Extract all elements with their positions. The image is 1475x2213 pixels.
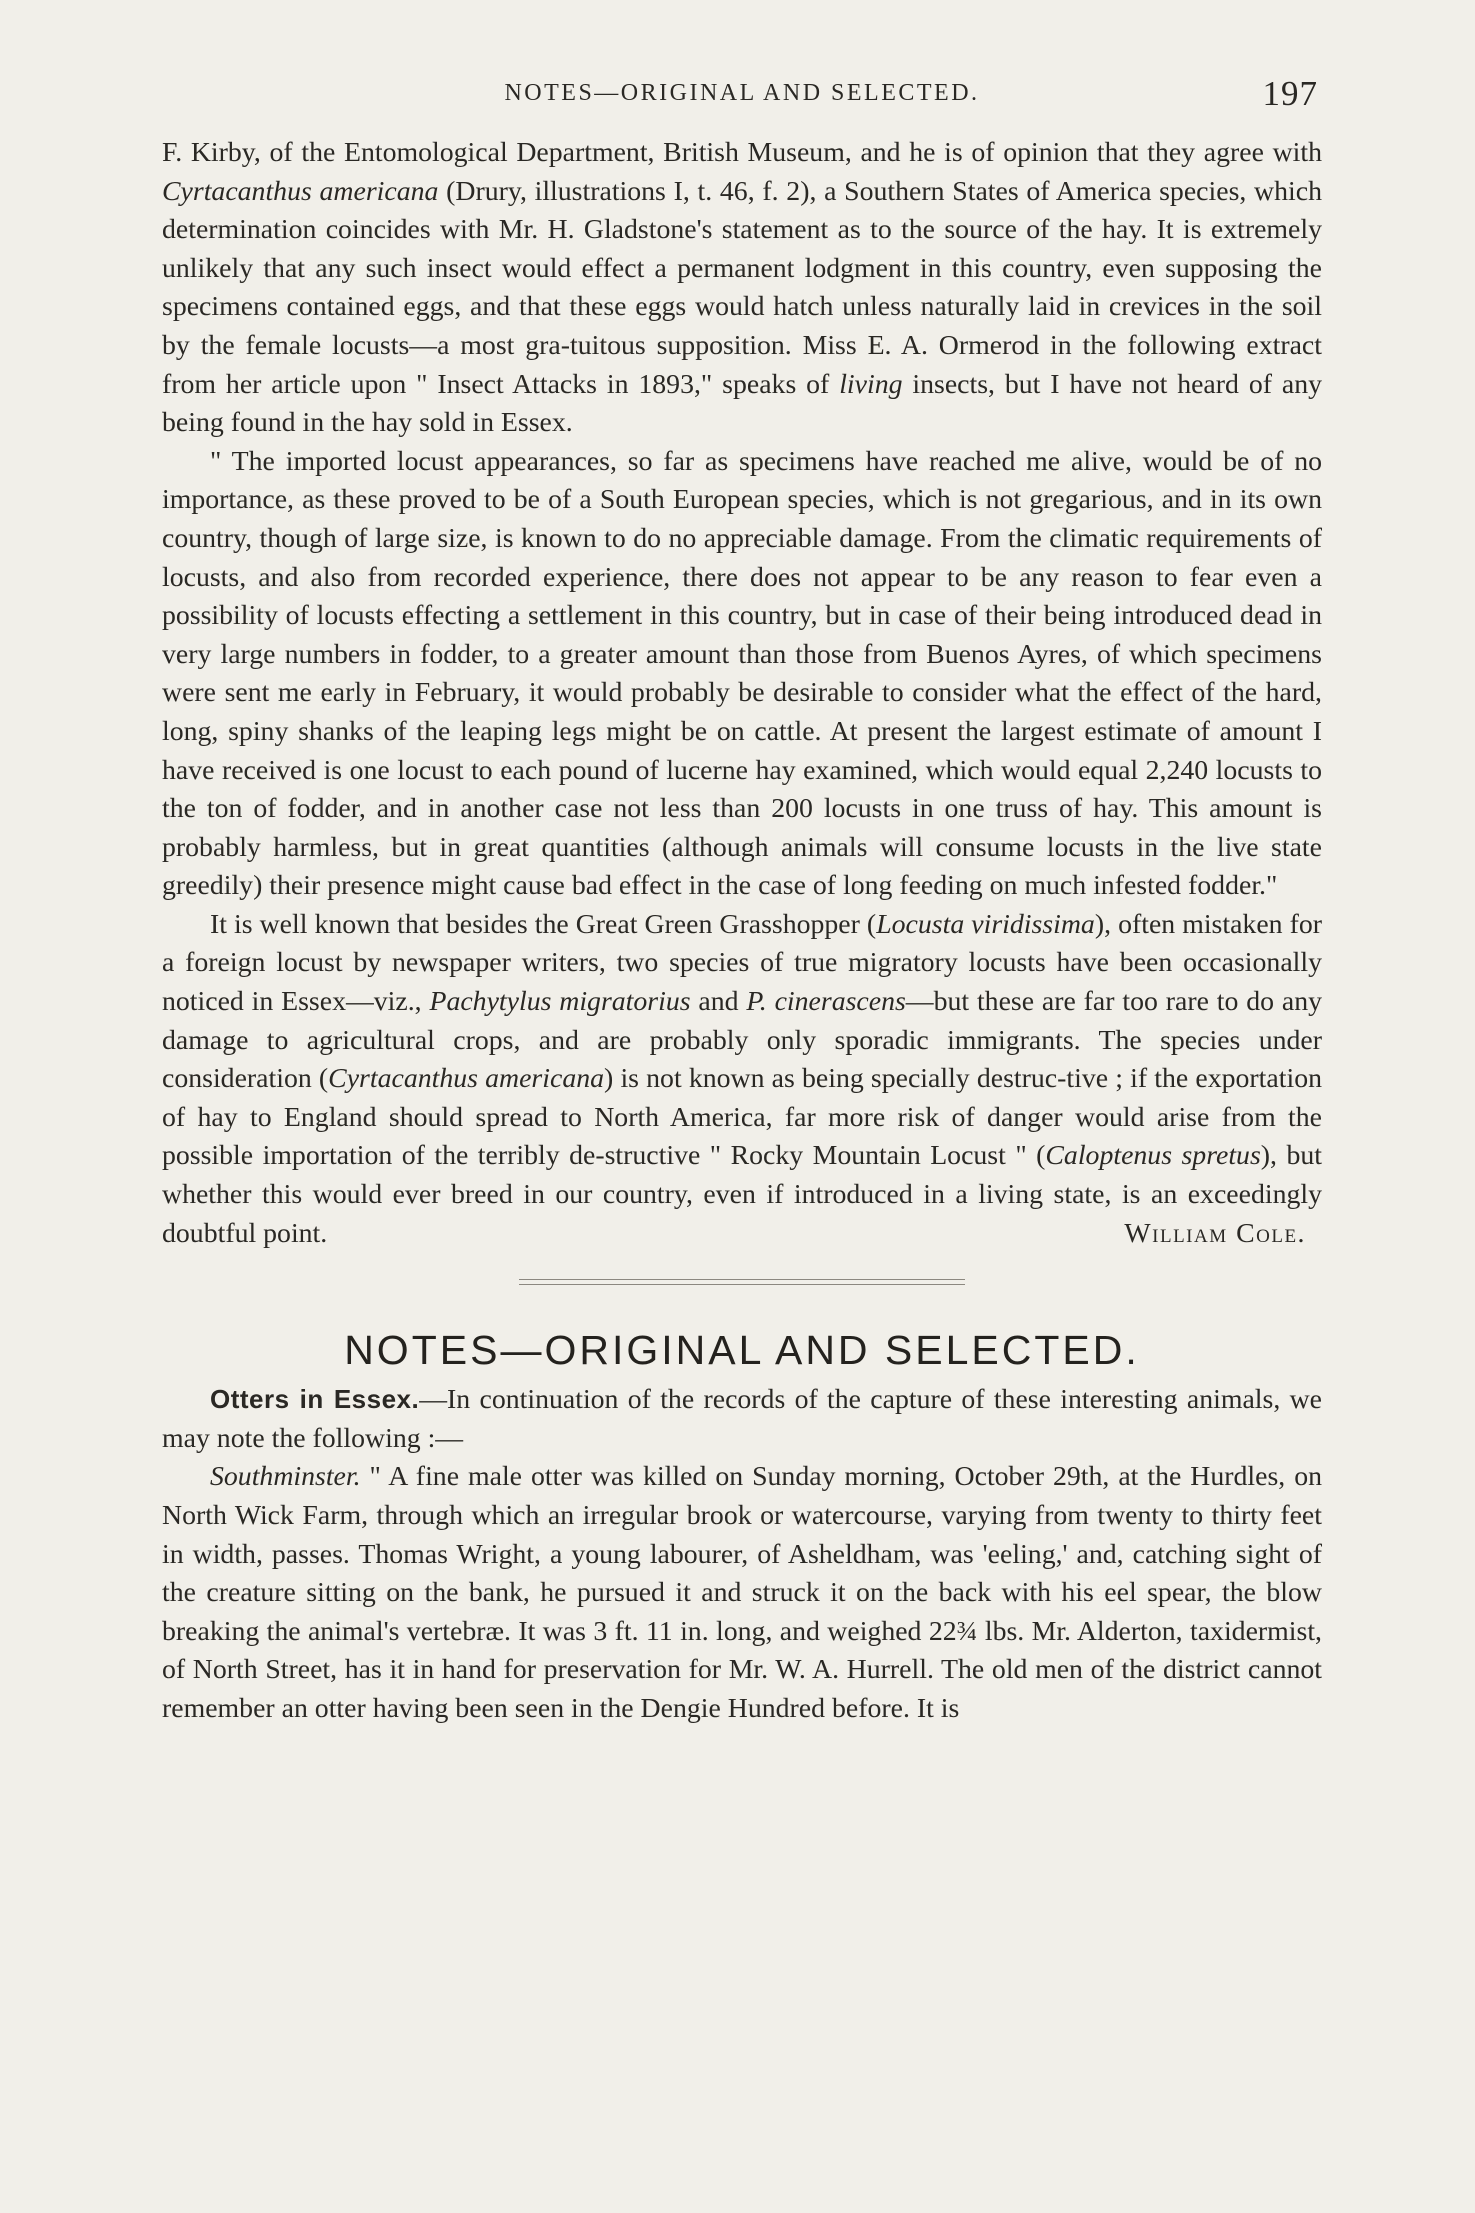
article-body [162, 134, 1322, 1729]
paragraph-text: —but these are far too rare to do any damage to agricultural crops, and are probably only sporadic immigrants. The species under consideration ( [162, 986, 1322, 1095]
species-name: Cyrtacanthus americana [328, 1063, 605, 1095]
section-heading: NOTES—ORIGINAL AND SELECTED. [344, 1327, 1140, 1374]
paragraph-text: It is well known that besides the Great Green Grasshopper ( [210, 908, 877, 940]
paragraph-text: ) is not known as being specially destruc-tive ; if the exportation of hay to England should spread to North America, far more risk of danger would arise from the possible importation of the terribly de-structive " Rocky Mountain Locust " ( [162, 1063, 1322, 1172]
running-head-title: NOTES—ORIGINAL AND SELECTED. [504, 80, 980, 106]
paragraph-text: and [690, 986, 747, 1018]
paragraph-text: F. Kirby, of the Entomological Department, British Museum, and he is of opinion that they agree with [162, 137, 1322, 168]
paragraph-southminster [162, 1458, 1322, 1728]
paragraph-text: " A fine male otter was killed on Sunday morning, October 29th, at the Hurdles, on North Wick Farm, through which an irregular brook or watercourse, varying from twenty to thirty feet in width, passes. Thomas Wright, a young labourer, of Asheldham, was 'eeling,' and, catching sight of the creature sitting on the bank, he pursued it and struck it on the back with his eel spear, the blow breaking the animal's vertebræ. It was 3 ft. 11 in. long, and weighed 22¾ lbs. Mr. Alderton, taxidermist, of North Street, has it in hand for preservation for Mr. W. A. Hurrell. The old men of the district cannot remember an otter having been seen in the Dengie Hundred before. It is [162, 1461, 1322, 1724]
running-head [162, 72, 1322, 134]
author-signature: William Cole. [1124, 1217, 1306, 1249]
paragraph-text: ), but whether this would ever breed in our country, even if introduced in a living state, is an exceedingly doubtful point. [162, 1140, 1322, 1249]
paragraph-kirby [162, 134, 1322, 443]
species-name: Locusta viridissima [876, 908, 1095, 940]
species-name: Cyrtacanthus americana [162, 175, 439, 207]
emphasis: living [839, 368, 903, 400]
quote-text: " The imported locust appearances, so far as specimens have reached me alive, would be of no importance, as these proved to be of a South European species, which is not gregarious, and in its own country, though of large size, is known to do no appreciable damage. From the climatic requirements of locusts, and also from recorded experience, there does not appear to be any reason to fear even a possibility of locusts effecting a settlement in this country, but in case of their being introduced dead in very large numbers in fodder, to a greater amount than those from Buenos Ayres, of which specimens were sent me early in February, it would probably be desirable to consider what the effect of the hard, long, spiny shanks of the leaping legs might be on cattle. At present the largest estimate of amount I have received is one locust to each pound of lucerne hay examined, which would equal 2,240 locusts to the ton of fodder, and in another case not less than 200 locusts in one truss of hay. This amount is probably harmless, but in great quantities (although animals will consume locusts in the live state greedily) their presence might cause bad effect in the case of long feeding on much infested fodder." [162, 445, 1322, 902]
paragraph-ormerod-quote [162, 443, 1322, 906]
paragraph-text: (Drury, illustrations I, t. 46, f. 2), a Southern States of America species, which determination coincides with Mr. H. Gladstone's statement as to the source of the hay. It is extremely unlikely that any such insect would effect a permanent lodgment in this country, even supposing the specimens contained eggs, and that these eggs would hatch unless naturally laid in crevices in the soil by the female locusts—a most gra-tuitous supposition. Miss E. A. Ormerod in the following extract from her article upon " Insect Attacks in 1893," speaks of [162, 175, 1322, 400]
species-name: P. cinerascens [746, 986, 906, 1018]
book-page [162, 72, 1322, 1729]
run-in-heading: Otters in Essex. [210, 1384, 420, 1415]
paragraph-text: —In continuation of the records of the capture of these interesting animals, we may note the following :— [162, 1384, 1322, 1454]
place-name: Southminster. [210, 1461, 361, 1493]
species-name: Caloptenus spretus [1045, 1140, 1261, 1172]
paragraph-otters [162, 1380, 1322, 1458]
paragraph-text: ), often mistaken for a foreign locust by newspaper writers, two species of true migratory locusts have been occasionally noticed in Essex—viz., [162, 908, 1323, 1018]
section-divider [519, 1279, 965, 1285]
paragraph-text: insects, but I have not heard of any being found in the hay sold in Essex. [162, 368, 1322, 439]
page-number: 197 [1262, 74, 1318, 113]
paragraph-species [162, 906, 1322, 1253]
species-name: Pachytylus migratorius [429, 986, 691, 1018]
